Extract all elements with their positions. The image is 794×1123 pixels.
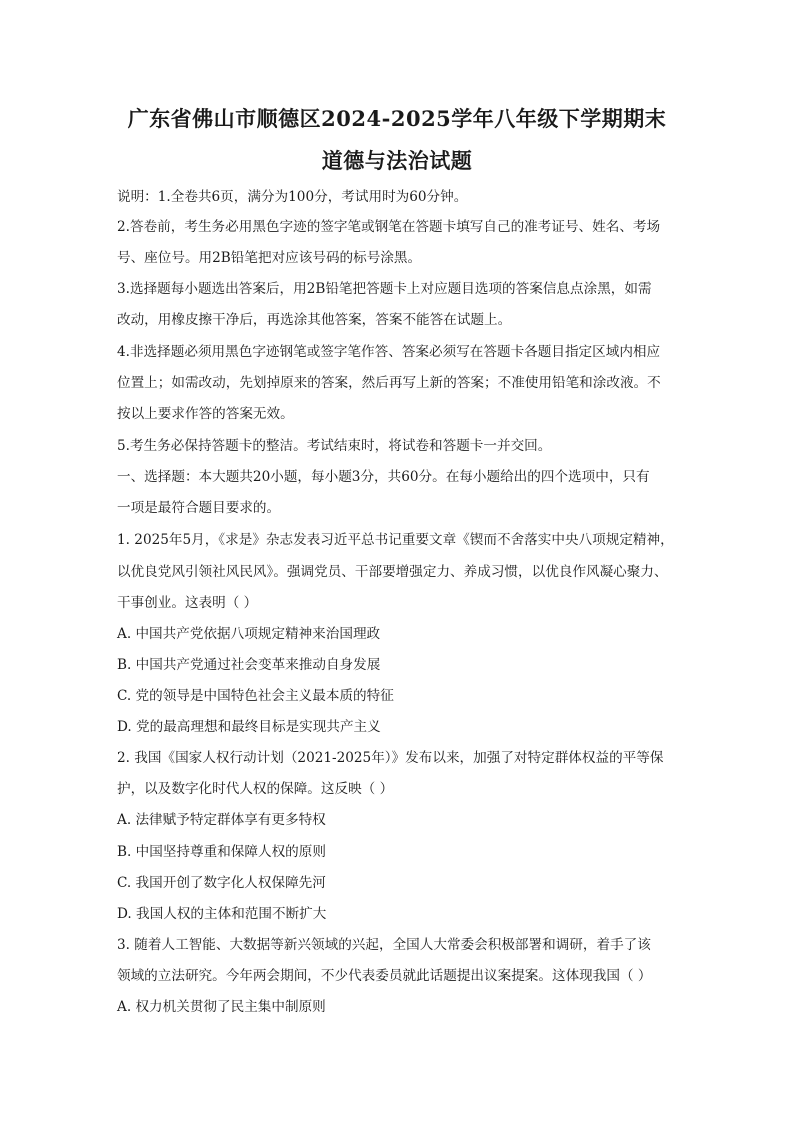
question-1-stem: 干事创业。这表明（ ）: [117, 595, 258, 611]
question-2-option-d: D. 我国人权的主体和范围不断扩大: [117, 906, 327, 922]
question-2-stem: 2. 我国《国家人权行动计划（2021-2025年）》发布以来，加强了对特定群体权益的平等保: [117, 750, 664, 766]
exam-title-line2: 道德与法治试题: [321, 148, 473, 173]
question-2-option-c: C. 我国开创了数字化人权保障先河: [117, 875, 326, 891]
instruction-line: 2.答卷前，考生务必用黑色字迹的签字笔或钢笔在答题卡填写自己的准考证号、姓名、考场: [117, 219, 661, 235]
section-heading: 一、选择题：本大题共20小题，每小题3分，共60分。在每小题给出的四个选项中，只有: [117, 469, 650, 485]
instruction-line: 号、座位号。用2B铅笔把对应该号码的标号涂黑。: [117, 250, 422, 266]
question-1-option-b: B. 中国共产党通过社会变革来推动自身发展: [117, 657, 381, 673]
section-heading: 一项是最符合题目要求的。: [117, 500, 281, 516]
question-3-option-a: A. 权力机关贯彻了民主集中制原则: [117, 999, 326, 1015]
instruction-line: 位置上；如需改动，先划掉原来的答案，然后再写上新的答案；不准使用铅笔和涂改液。不: [117, 375, 661, 391]
question-2-stem: 护，以及数字化时代人权的保障。这反映（ ）: [117, 781, 394, 797]
instruction-line: 按以上要求作答的答案无效。: [117, 406, 294, 422]
question-2-option-b: B. 中国坚持尊重和保障人权的原则: [117, 844, 326, 860]
instruction-line: 5.考生务必保持答题卡的整洁。考试结束时，将试卷和答题卡一并交回。: [117, 438, 552, 454]
exam-title-line1: 广东省佛山市顺德区2024-2025学年八年级下学期期末: [127, 106, 667, 131]
question-2-option-a: A. 法律赋予特定群体享有更多特权: [117, 812, 326, 828]
instruction-line: 4.非选择题必须用黑色字迹钢笔或签字笔作答、答案必须写在答题卡各题目指定区域内相应: [117, 344, 661, 360]
question-3-stem: 领域的立法研究。今年两会期间，不少代表委员就此话题提出议案提案。这体现我国（ ）: [117, 968, 652, 984]
instruction-line: 改动，用橡皮擦干净后，再选涂其他答案，答案不能答在试题上。: [117, 312, 512, 328]
question-1-stem: 以优良党风引领社风民风》。强调党员、干部要增强定力、养成习惯，以优良作风凝心聚力、: [117, 564, 668, 580]
instruction-line: 说明：1.全卷共6页，满分为100分，考试用时为60分钟。: [117, 189, 468, 205]
question-1-option-d: D. 党的最高理想和最终目标是实现共产主义: [117, 719, 381, 735]
instruction-line: 3.选择题每小题选出答案后，用2B铅笔把答题卡上对应题目选项的答案信息点涂黑，如需: [117, 281, 652, 297]
question-1-option-a: A. 中国共产党依据八项规定精神来治国理政: [117, 626, 381, 642]
question-1-stem: 1. 2025年5月，《求是》杂志发表习近平总书记重要文章《锲而不舍落实中央八项规定精神，: [117, 532, 674, 548]
question-3-stem: 3. 随着人工智能、大数据等新兴领域的兴起，全国人大常委会积极部署和调研，着手了该: [117, 937, 651, 953]
question-1-option-c: C. 党的领导是中国特色社会主义最本质的特征: [117, 688, 394, 704]
